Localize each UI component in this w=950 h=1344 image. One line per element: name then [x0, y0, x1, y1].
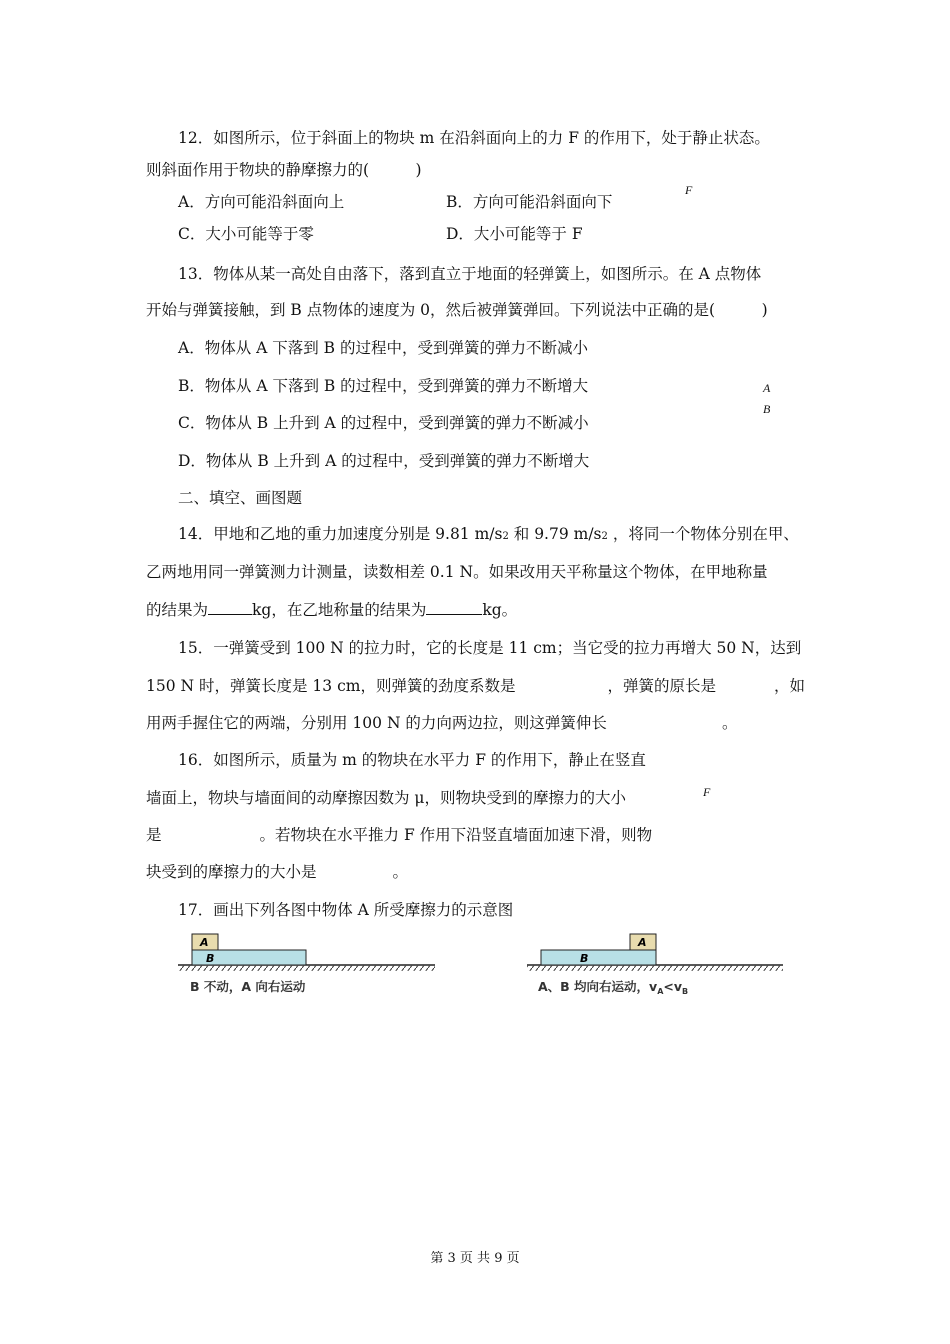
q15-stem-line1: 15．一弹簧受到 100 N 的拉力时，它的长度是 11 cm；当它受的拉力再增大 50 N，达到 [178, 639, 802, 657]
block-a-label: A [200, 936, 209, 949]
q15-stem-line3 [146, 713, 737, 733]
ground-hatch [527, 966, 783, 971]
q16-text-line4a: 块受到的摩擦力的大小是 [146, 863, 317, 881]
q17-figure-2 [520, 928, 795, 1000]
q15-text-line2b: ，弹簧的原长是 [607, 677, 716, 695]
q14-text-part2: 和 9.79 m/s [508, 525, 602, 543]
q17-figure-1 [170, 928, 445, 1000]
q12-stem-line2: 则斜面作用于物块的静摩擦力的( ) [146, 161, 422, 179]
q14-answer-blank-jia[interactable] [208, 600, 252, 615]
q12-figure-label-f: F [685, 183, 693, 197]
block-a-label: A [638, 936, 647, 949]
q15-text-line2a: 150 N 时，弹簧长度是 13 cm，则弹簧的劲度系数是 [146, 677, 516, 695]
q16-text-line4b: 。 [392, 863, 409, 881]
q13-option-d: D．物体从 B 上升到 A 的过程中，受到弹簧的弹力不断增大 [178, 452, 590, 470]
q12-option-b: B．方向可能沿斜面向下 [446, 193, 613, 211]
section-heading-fill-in: 二、填空、画图题 [178, 489, 303, 507]
q13-figure-label-a: A [763, 381, 771, 395]
q14-text-part3: ，将同一个物体分别在甲、 [607, 525, 799, 543]
caption-sub-b: B [682, 987, 689, 996]
q12-option-d: D．大小可能等于 F [446, 225, 583, 243]
figure-2-caption [538, 979, 688, 996]
q13-stem-line1: 13．物体从某一高处自由落下，落到直立于地面的轻弹簧上，如图所示。在 A 点物体 [178, 265, 762, 283]
figure-1-caption: B 不动，A 向右运动 [190, 979, 306, 994]
q16-stem-line4 [146, 862, 408, 882]
q14-answer-blank-yi[interactable] [426, 600, 482, 615]
q15-text-line3b: 。 [721, 714, 738, 732]
ground-hatch [178, 966, 435, 971]
q14-unit-exponent-2: 2 [601, 531, 608, 542]
q13-stem-line2: 开始与弹簧接触，到 B 点物体的速度为 0，然后被弹簧弹回。下列说法中正确的是( ) [146, 301, 768, 319]
block-b-label: B [580, 952, 589, 965]
q15-text-line3a: 用两手握住它的两端，分别用 100 N 的力向两边拉，则这弹簧伸长 [146, 714, 607, 732]
page-footer: 第 3 页 共 9 页 [430, 1251, 520, 1266]
q16-stem-line3 [146, 825, 652, 845]
block-b-label: B [206, 952, 215, 965]
q12-stem-line1: 12．如图所示，位于斜面上的物块 m 在沿斜面向上的力 F 的作用下，处于静止状态。 [178, 129, 770, 147]
q13-option-b: B．物体从 A 下落到 B 的过程中，受到弹簧的弹力不断增大 [178, 377, 589, 395]
q12-option-c: C．大小可能等于零 [178, 225, 314, 243]
q14-text-line3b: kg，在乙地称量的结果为 [252, 601, 427, 619]
q13-figure-label-b: B [763, 402, 771, 416]
q14-stem-line2: 乙两地用同一弹簧测力计测量，读数相差 0.1 N。如果改用天平称量这个物体，在甲地称量 [146, 563, 768, 581]
q16-text-line3a: 是 [146, 826, 162, 844]
q13-option-a: A．物体从 A 下落到 B 的过程中，受到弹簧的弹力不断减小 [178, 339, 588, 357]
caption-part-b: <v [663, 979, 683, 994]
q13-option-c: C．物体从 B 上升到 A 的过程中，受到弹簧的弹力不断减小 [178, 414, 589, 432]
q14-stem-line1 [178, 524, 799, 547]
q14-unit-exponent-1: 2 [502, 531, 509, 542]
q16-stem-line2: 墙面上，物块与墙面间的动摩擦因数为 μ，则物块受到的摩擦力的大小 [146, 789, 627, 807]
q14-text-line3a: 的结果为 [146, 601, 209, 619]
q16-stem-line1: 16．如图所示，质量为 m 的物块在水平力 F 的作用下，静止在竖直 [178, 751, 646, 769]
q16-text-line3b: 。若物块在水平推力 F 作用下沿竖直墙面加速下滑，则物 [259, 826, 653, 844]
q14-text-line3c: kg。 [482, 601, 518, 619]
q12-option-a: A．方向可能沿斜面向上 [178, 193, 345, 211]
q16-figure-label-f: F [703, 785, 711, 799]
q14-text-part1: 14．甲地和乙地的重力加速度分别是 9.81 m/s [178, 525, 503, 543]
q15-text-line2c: ，如 [773, 677, 805, 695]
caption-sub-a: A [657, 987, 664, 996]
q17-stem: 17．画出下列各图中物体 A 所受摩擦力的示意图 [178, 901, 514, 919]
block-b [541, 950, 656, 965]
q15-stem-line2 [146, 676, 805, 696]
caption-part-a: A、B 均向右运动，v [538, 979, 658, 994]
q14-stem-line3 [146, 600, 517, 620]
